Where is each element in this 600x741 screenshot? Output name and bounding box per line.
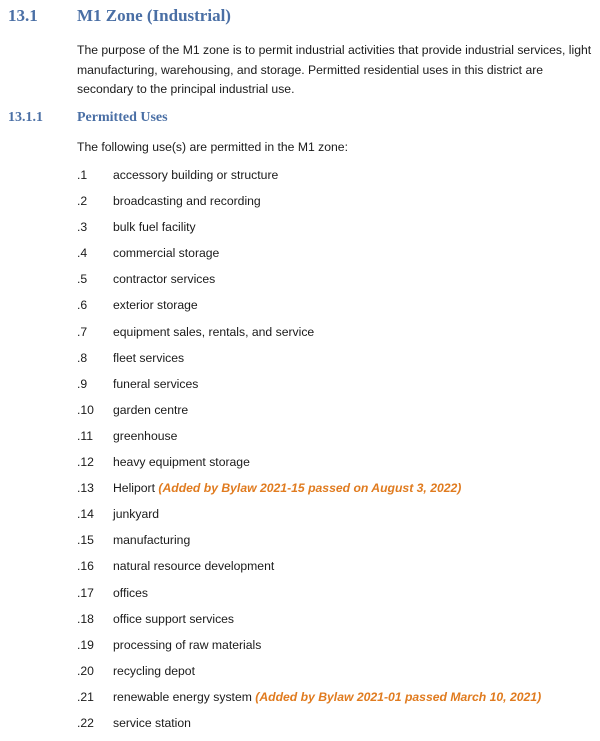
amendment-note: (Added by Bylaw 2021-15 passed on August 3, 2022) <box>158 481 462 496</box>
list-item-number: .1 <box>77 168 88 182</box>
list-item-text: accessory building or structure <box>113 168 279 182</box>
list-item-text: Heliport <box>113 481 155 496</box>
list-item-text: commercial storage <box>113 246 220 261</box>
list-item <box>77 245 541 271</box>
list-item-number: .4 <box>77 246 88 261</box>
list-item-number: .5 <box>77 272 88 287</box>
list-item <box>77 376 541 402</box>
list-item-number: .3 <box>77 220 88 235</box>
list-item-number: .2 <box>77 194 88 209</box>
list-item-number: .22 <box>77 715 94 730</box>
list-item-number: .18 <box>77 611 94 626</box>
list-item-text: contractor services <box>113 272 216 287</box>
list-item-number: .20 <box>77 663 94 678</box>
section-title: M1 Zone (Industrial) <box>77 6 231 25</box>
list-item-text: bulk fuel facility <box>113 220 196 235</box>
list-item <box>77 689 541 715</box>
list-item-text: natural resource development <box>113 559 275 574</box>
list-item <box>77 193 541 219</box>
list-item-text: service station <box>113 715 191 730</box>
list-item <box>77 637 541 663</box>
list-item <box>77 402 541 428</box>
list-item-text: junkyard <box>113 507 160 522</box>
list-item-number: .9 <box>77 376 88 391</box>
list-item-text: greenhouse <box>113 428 178 443</box>
list-item-text: broadcasting and recording <box>113 194 261 209</box>
list-item-number: .15 <box>77 533 94 548</box>
list-item-number: .16 <box>77 559 94 574</box>
permitted-uses-lead: The following use(s) are permitted in the M1 zone: <box>77 140 348 154</box>
list-item <box>77 585 541 611</box>
list-item-text: renewable energy system <box>113 689 252 704</box>
section-intro: The purpose of the M1 zone is to permit industrial activities that provide industrial services, light manufacturing, warehousing, and storage. Permitted residential uses in this district are secondary to the principal industrial use. <box>77 43 592 96</box>
list-item <box>77 611 541 637</box>
list-item-text: processing of raw materials <box>113 637 262 652</box>
list-item-text: garden centre <box>113 402 189 417</box>
list-item <box>77 663 541 689</box>
list-item <box>77 297 541 323</box>
list-item-number: .8 <box>77 350 88 365</box>
list-item-number: .12 <box>77 455 94 470</box>
list-item <box>77 428 541 454</box>
list-item <box>77 532 541 558</box>
list-item-number: .6 <box>77 298 88 313</box>
list-item <box>77 506 541 532</box>
list-item-number: .14 <box>77 507 94 522</box>
list-item <box>77 350 541 376</box>
list-item-text: equipment sales, rentals, and service <box>113 324 315 339</box>
list-item <box>77 454 541 480</box>
permitted-uses-list <box>77 167 541 741</box>
subsection-title: Permitted Uses <box>77 110 168 125</box>
list-item-text: manufacturing <box>113 533 191 548</box>
list-item-text: recycling depot <box>113 663 195 678</box>
list-item <box>77 558 541 584</box>
section-number: 13.1 <box>8 6 38 25</box>
list-item-text: exterior storage <box>113 298 198 313</box>
list-item <box>77 715 541 741</box>
list-item <box>77 219 541 245</box>
list-item-number: .21 <box>77 689 94 704</box>
list-item-number: .19 <box>77 637 94 652</box>
list-item-text: heavy equipment storage <box>113 455 250 470</box>
subsection-number: 13.1.1 <box>8 110 43 125</box>
list-item-number: .11 <box>77 428 94 443</box>
list-item <box>77 324 541 350</box>
list-item-text: offices <box>113 585 149 600</box>
list-item <box>77 167 541 193</box>
list-item-number: .10 <box>77 402 94 417</box>
list-item-number: .17 <box>77 585 94 600</box>
list-item-number: .13 <box>77 481 94 496</box>
amendment-note: (Added by Bylaw 2021-01 passed March 10, 2021) <box>255 689 542 704</box>
list-item <box>77 271 541 297</box>
list-item-text: office support services <box>113 611 235 626</box>
list-item-number: .7 <box>77 324 88 339</box>
list-item-text: funeral services <box>113 376 199 391</box>
list-item <box>77 480 541 506</box>
list-item-text: fleet services <box>113 350 185 365</box>
